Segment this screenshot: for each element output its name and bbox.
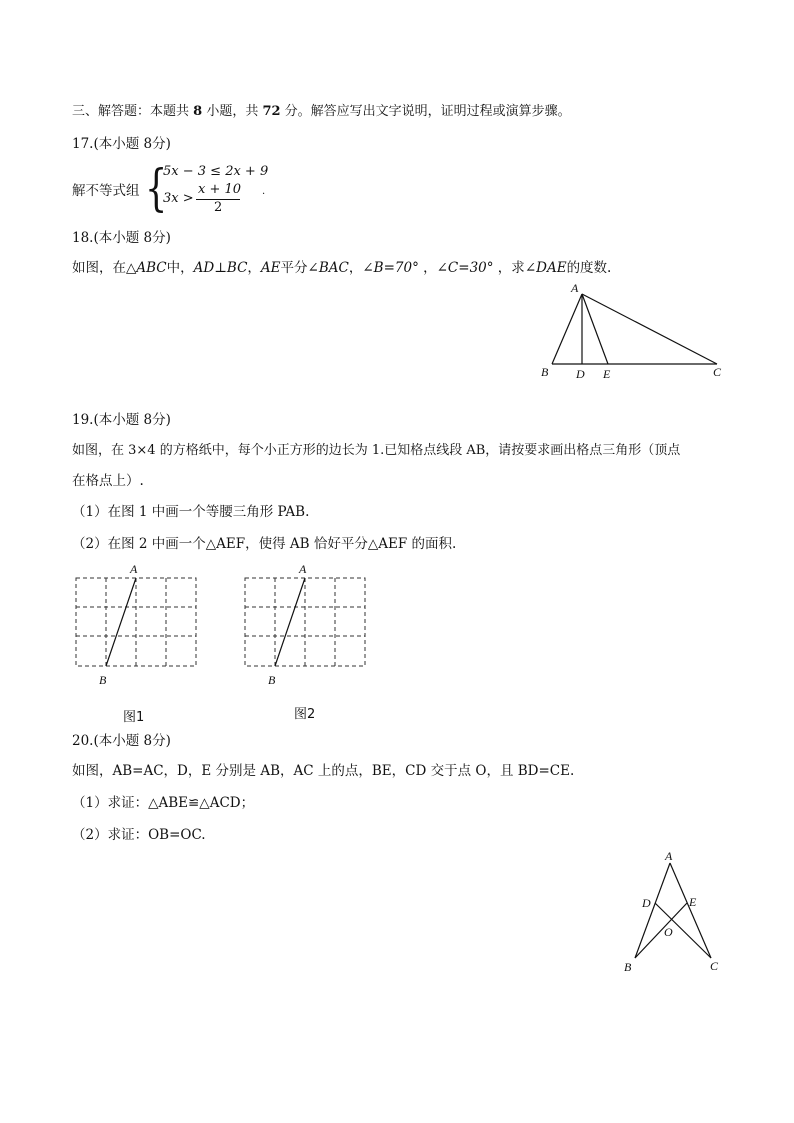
section-header-prefix: 三、解答题：本题共 (72, 104, 194, 119)
q18-label-c: C (713, 365, 722, 379)
section-question-count: 8 (193, 104, 203, 119)
section-header-suffix: 分。解答应写出文字说明，证明过程或演算步骤。 (280, 104, 571, 119)
q18-question (72, 259, 611, 277)
q18-label-d: D (576, 367, 585, 381)
q20-segment-be (635, 903, 687, 958)
q17-fraction-denominator: 2 (214, 200, 223, 215)
q18-text: 平分 (280, 260, 308, 276)
q19-fig1-label-a: A (130, 562, 138, 576)
section-header (72, 103, 571, 121)
q20-side-ab (635, 863, 670, 958)
q20-part-2: （2）求证：OB=OC. (72, 827, 206, 843)
q19-fig1-label-b: B (99, 673, 107, 687)
q18-triangle-abc: △ABC (126, 260, 167, 276)
q19-part-2: （2）在图 2 中画一个△AEF，使得 AB 恰好平分△AEF 的面积. (72, 536, 457, 552)
section-total-score: 72 (262, 104, 281, 119)
q19-fig1-caption: 图1 (123, 710, 145, 725)
q18-angle-b: ∠B=70° (362, 260, 419, 276)
q20-label-o: O (664, 925, 673, 939)
q18-text: 如图，在 (72, 260, 126, 276)
q18-title: 18.(本小题 8分) (72, 230, 171, 246)
q17-prompt: 解不等式组 (72, 183, 140, 199)
q18-ad-perp-bc: AD⊥BC (193, 260, 248, 276)
q19-fig2-label-b: B (268, 673, 276, 687)
q20-label-e: E (689, 895, 697, 909)
q17-title: 17.(本小题 8分) (72, 136, 171, 152)
q18-text: 的度数. (566, 260, 612, 276)
q17-inequality-2-left: 3x > (163, 191, 194, 206)
q20-title: 20.(本小题 8分) (72, 733, 171, 749)
q18-side-ac (582, 294, 717, 364)
q17-inequality-1: 5x − 3 ≤ 2x + 9 (163, 164, 269, 179)
q18-angle-bac: ∠BAC (307, 260, 349, 276)
q20-label-b: B (624, 960, 632, 974)
q20-label-d: D (642, 896, 651, 910)
q18-label-b: B (541, 365, 549, 379)
q18-text: 中， (166, 260, 194, 276)
q17-system-brace: { (145, 159, 168, 217)
q18-text: ，求 (493, 260, 525, 276)
q19-fig2-segment-ab (275, 578, 305, 666)
q19-part-1: （1）在图 1 中画一个等腰三角形 PAB. (72, 504, 310, 520)
q19-fig2-caption: 图2 (294, 707, 316, 722)
q20-side-ac (670, 863, 711, 958)
q19-grid-figure-1 (66, 558, 206, 688)
q18-angle-dae: ∠DAE (524, 260, 567, 276)
q20-label-a: A (665, 849, 673, 863)
q17-fraction-numerator: x + 10 (198, 182, 242, 197)
q18-label-e: E (603, 367, 611, 381)
q18-text: ， (348, 260, 363, 276)
q18-side-ab (552, 294, 582, 364)
q19-fig1-segment-ab (106, 578, 136, 666)
q18-text: ， (247, 260, 261, 276)
q18-triangle-figure (530, 278, 730, 383)
q18-angle-c: ∠C=30° (436, 260, 494, 276)
q19-grid-figure-2 (236, 558, 376, 688)
q20-label-c: C (710, 959, 719, 973)
q19-line-2: 在格点上）. (72, 473, 144, 489)
q20-part-1: （1）求证：△ABE≌△ACD； (72, 795, 255, 811)
q18-ae: AE (260, 260, 281, 276)
q19-fig2-label-a: A (299, 562, 307, 576)
q20-line-1: 如图，AB=AC，D，E 分别是 AB，AC 上的点，BE，CD 交于点 O，且 BD=CE. (72, 763, 575, 779)
q18-text: ， (418, 260, 437, 276)
q19-line-1: 如图，在 3×4 的方格纸中，每个小正方形的边长为 1.已知格点线段 AB，请按要求画出格点三角形（顶点 (72, 443, 681, 458)
q17-trailing-period: . (262, 186, 266, 197)
q19-title: 19.(本小题 8分) (72, 412, 171, 428)
q20-triangle-figure (615, 845, 725, 980)
q18-segment-ae (582, 294, 608, 364)
section-header-mid: 小题，共 (202, 104, 263, 119)
q18-label-a: A (571, 281, 579, 295)
